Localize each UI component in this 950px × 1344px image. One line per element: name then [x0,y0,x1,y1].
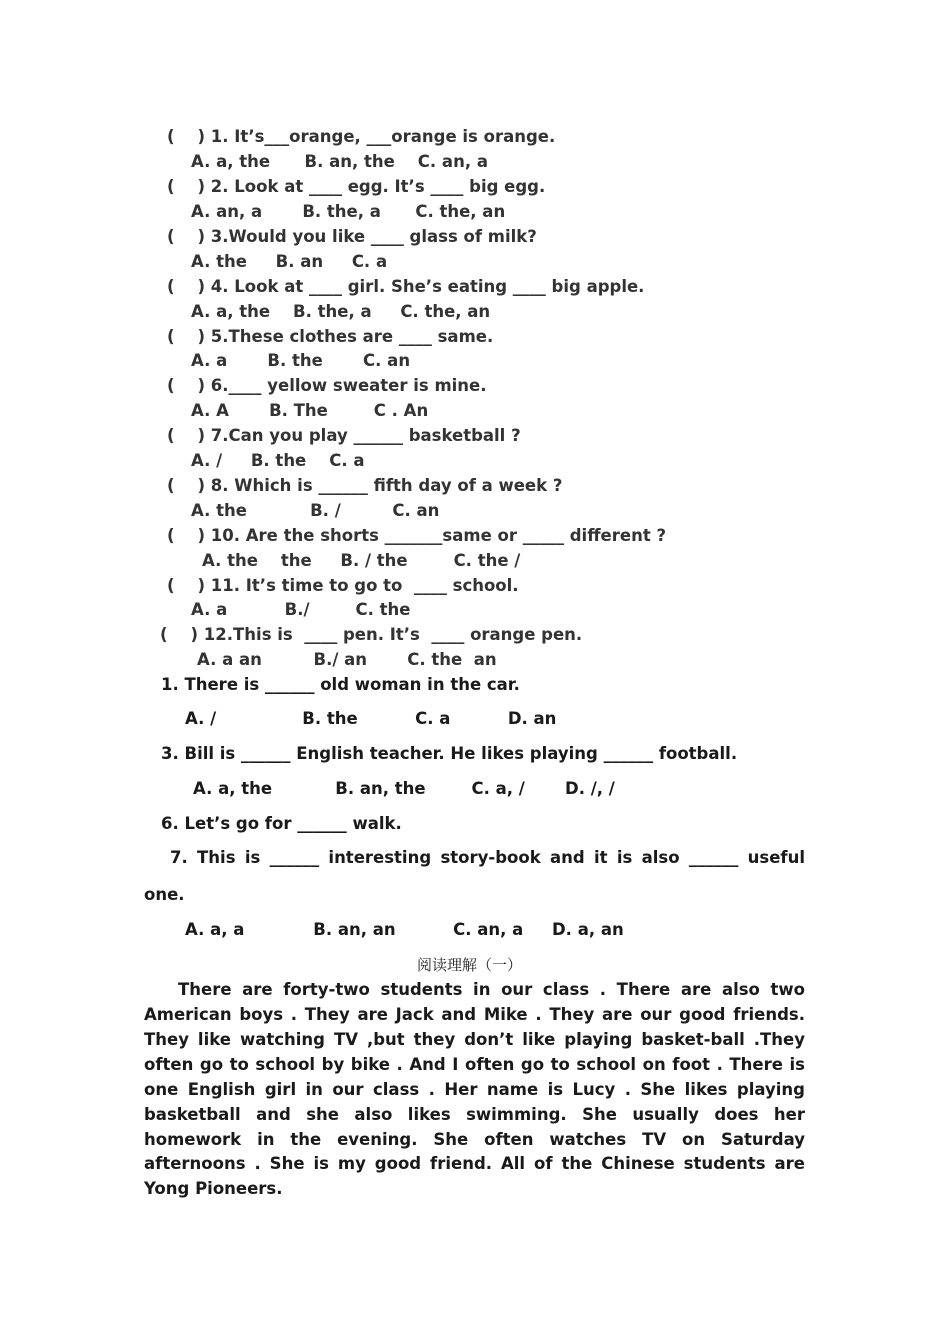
question-5-options: A. a B. the C. an [191,351,411,370]
reading-line-8: afternoons . She is my good friend. All of the Chinese students are [144,1154,805,1173]
question-4: ( ) 4. Look at ____ girl. She’s eating ____ big apple. [167,277,645,296]
question-11: ( ) 11. It’s time to go to ____ school. [167,576,519,595]
question-1: ( ) 1. It’s___orange, ___orange is orange. [167,127,556,146]
question-7: ( ) 7.Can you play ______ basketball ? [167,426,521,445]
question-10: ( ) 10. Are the shorts _______same or _____ different ? [167,526,667,545]
reading-title: 阅读理解（一） [417,956,523,974]
question-10-options: A. the the B. / the C. the / [202,551,521,570]
question-4-options: A. a, the B. the, a C. the, an [191,302,491,321]
b-question-7-continued: one. [144,885,185,904]
reading-line-9: Yong Pioneers. [144,1179,283,1198]
b-question-7: 7. This is ______ interesting story-book and it is also ______ useful [170,848,805,867]
b-question-7-options: A. a, a B. an, an C. an, a D. a, an [185,920,624,939]
reading-line-1: There are forty-two students in our class . There are also two [178,980,805,999]
question-1-options: A. a, the B. an, the C. an, a [191,152,488,171]
question-8: ( ) 8. Which is ______ fifth day of a week ? [167,476,563,495]
reading-line-5: one English girl in our class . Her name is Lucy . She likes playing [144,1080,805,1099]
question-7-options: A. / B. the C. a [191,451,365,470]
b-question-3: 3. Bill is ______ English teacher. He likes playing ______ football. [161,744,738,763]
question-3: ( ) 3.Would you like ____ glass of milk? [167,227,537,246]
reading-line-7: homework in the evening. She often watches TV on Saturday [144,1130,805,1149]
question-2: ( ) 2. Look at ____ egg. It’s ____ big egg. [167,177,546,196]
question-6-options: A. A B. The C . An [191,401,429,420]
b-question-1: 1. There is ______ old woman in the car. [161,675,520,694]
question-5: ( ) 5.These clothes are ____ same. [167,327,494,346]
question-2-options: A. an, a B. the, a C. the, an [191,202,506,221]
b-question-3-options: A. a, the B. an, the C. a, / D. /, / [193,779,615,798]
question-12-options: A. a an B./ an C. the an [197,650,497,669]
reading-line-6: basketball and she also likes swimming. She usually does her [144,1105,805,1124]
b-question-1-options: A. / B. the C. a D. an [185,709,557,728]
question-11-options: A. a B./ C. the [191,600,411,619]
question-3-options: A. the B. an C. a [191,252,388,271]
b-question-6: 6. Let’s go for ______ walk. [161,814,402,833]
reading-line-2: American boys . They are Jack and Mike . They are our good friends. [144,1005,805,1024]
question-8-options: A. the B. / C. an [191,501,440,520]
question-6: ( ) 6.____ yellow sweater is mine. [167,376,487,395]
question-12: ( ) 12.This is ____ pen. It’s ____ orange pen. [160,625,583,644]
reading-line-3: They like watching TV ,but they don’t like playing basket-ball .They [144,1030,805,1049]
reading-line-4: often go to school by bike . And I often go to school on foot . There is [144,1055,805,1074]
